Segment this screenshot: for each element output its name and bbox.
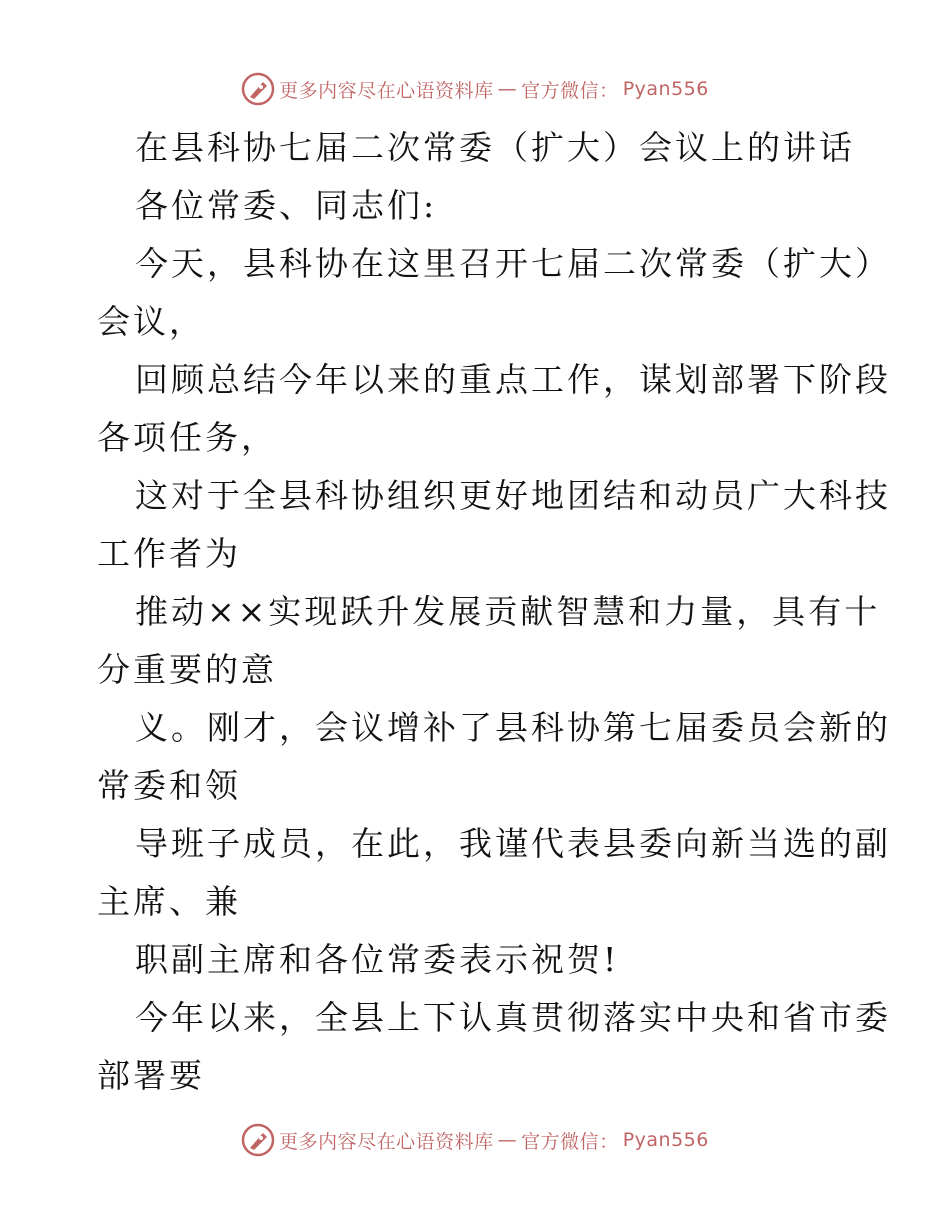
pen-nib-logo-icon	[241, 72, 275, 106]
paragraph-line: 常委和领	[97, 766, 241, 805]
watermark-wechat-label: 官方微信：	[521, 79, 619, 102]
watermark-wechat-label: 官方微信：	[521, 1130, 619, 1153]
paragraph-line: 义。刚才，会议增补了县科协第七届委员会新的	[135, 708, 891, 747]
paragraph-line: 会议，	[97, 302, 205, 341]
paragraph-line: 各位常委、同志们:	[135, 186, 438, 225]
paragraph-line: 导班子成员，在此，我谨代表县委向新当选的副	[135, 824, 891, 863]
paragraph-line: 这对于全县科协组织更好地团结和动员广大科技	[135, 476, 891, 515]
paragraph-line: 回顾总结今年以来的重点工作，谋划部署下阶段	[135, 360, 891, 399]
watermark-wechat-id: Pyan556	[622, 1129, 709, 1151]
paragraph-line: 分重要的意	[97, 650, 277, 689]
document-title: 在县科协七届二次常委（扩大）会议上的讲话	[135, 128, 855, 167]
watermark-separator: —	[497, 78, 518, 100]
watermark-wechat-id: Pyan556	[622, 78, 709, 100]
paragraph-line: 部署要	[97, 1056, 205, 1095]
pen-nib-logo-icon	[241, 1123, 275, 1157]
header-watermark	[0, 72, 950, 106]
watermark-separator: —	[497, 1129, 518, 1151]
paragraph-line: 今天，县科协在这里召开七届二次常委（扩大）	[135, 244, 891, 283]
watermark-text: 更多内容尽在心语资料库	[279, 1130, 494, 1153]
paragraph-line: 工作者为	[97, 534, 241, 573]
paragraph-line: 职副主席和各位常委表示祝贺!	[135, 940, 620, 979]
watermark-text: 更多内容尽在心语资料库	[279, 79, 494, 102]
paragraph-line: 今年以来，全县上下认真贯彻落实中央和省市委	[135, 998, 891, 1037]
paragraph-line: 推动××实现跃升发展贡献智慧和力量，具有十	[135, 592, 881, 631]
paragraph-line: 各项任务，	[97, 418, 277, 457]
paragraph-line: 主席、兼	[97, 882, 241, 921]
footer-watermark	[0, 1123, 950, 1157]
